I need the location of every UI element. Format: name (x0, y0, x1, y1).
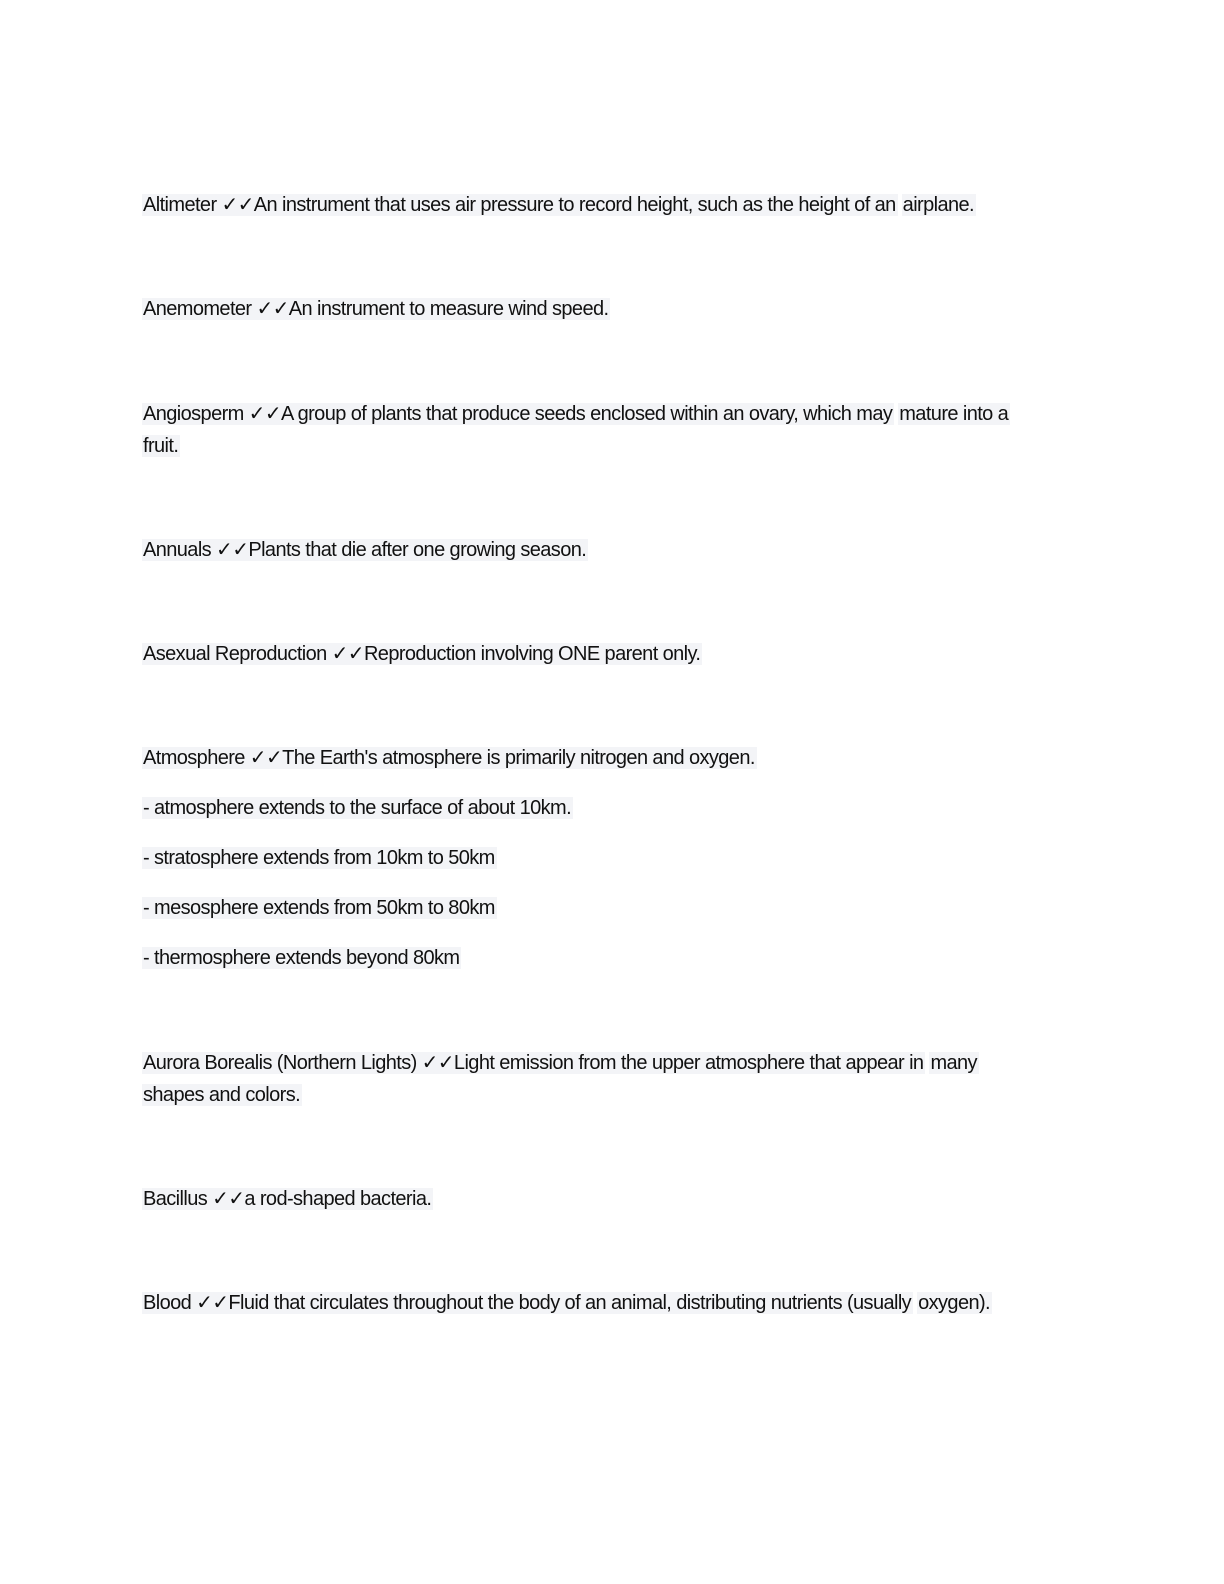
entry-text: Annuals ✓✓Plants that die after one growing season. (143, 539, 587, 561)
entry-text-wrap: shapes and colors. (143, 1084, 301, 1106)
atmosphere-bullet (142, 789, 573, 827)
entry-text: Bacillus ✓✓a rod-shaped bacteria. (143, 1188, 432, 1210)
entry-text: Blood ✓✓Fluid that circulates throughout the body of an animal, distributing nutrients (usually (143, 1292, 912, 1314)
entry-annuals (142, 531, 588, 569)
entry-text: Altimeter ✓✓An instrument that uses air pressure to record height, such as the height of an (143, 194, 896, 216)
entry-altimeter (142, 186, 976, 224)
atmosphere-bullet (142, 889, 497, 927)
entry-text-continued: mature into a (899, 403, 1009, 425)
atmosphere-bullet (142, 839, 497, 877)
entry-text: Atmosphere ✓✓The Earth's atmosphere is primarily nitrogen and oxygen. (143, 747, 755, 769)
bullet-text: - mesosphere extends from 50km to 80km (143, 897, 495, 919)
entry-text: Aurora Borealis (Northern Lights) ✓✓Light emission from the upper atmosphere that appear in (143, 1052, 924, 1074)
entry-asexual-reproduction (142, 635, 702, 673)
bullet-text: - atmosphere extends to the surface of about 10km. (143, 797, 572, 819)
bullet-text: - thermosphere extends beyond 80km (143, 947, 460, 969)
entry-text: Anemometer ✓✓An instrument to measure wind speed. (143, 298, 609, 320)
entry-atmosphere (142, 739, 757, 777)
entry-blood (142, 1284, 992, 1322)
bullet-text: - stratosphere extends from 10km to 50km (143, 847, 495, 869)
entry-text-wrap: fruit. (143, 435, 179, 457)
entry-text-continued: airplane. (902, 194, 974, 216)
entry-angiosperm-line2 (142, 427, 180, 465)
entry-text-continued: oxygen). (918, 1292, 991, 1314)
entry-angiosperm (142, 395, 1010, 433)
entry-text-continued: many (930, 1052, 977, 1074)
entry-aurora-borealis-line2 (142, 1076, 302, 1114)
entry-anemometer (142, 290, 610, 328)
entry-bacillus (142, 1180, 433, 1218)
entry-text: Asexual Reproduction ✓✓Reproduction involving ONE parent only. (143, 643, 701, 665)
atmosphere-bullet (142, 939, 461, 977)
entry-text: Angiosperm ✓✓A group of plants that produce seeds enclosed within an ovary, which may (143, 403, 893, 425)
